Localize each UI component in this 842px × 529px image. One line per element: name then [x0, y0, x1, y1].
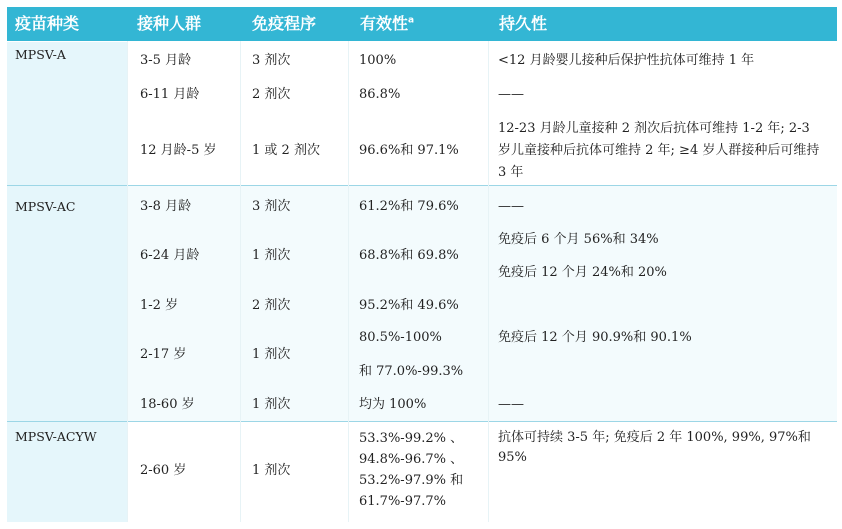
schedule-cell: 3 剂次	[252, 199, 291, 214]
schedule-cell: 3 剂次	[252, 53, 291, 68]
duration-cell: ——	[498, 199, 524, 214]
efficacy-cell: 96.6%和 97.1%	[359, 143, 459, 158]
duration-cell: ——	[498, 87, 524, 102]
population-cell: 2-60 岁	[140, 463, 187, 478]
efficacy-cell: 61.2%和 79.6%	[359, 199, 459, 214]
group-mpsv-a	[7, 42, 837, 186]
population-cell: 6-24 月龄	[140, 248, 200, 263]
group-mpsv-acyw	[7, 422, 837, 522]
efficacy-cell-line: 80.5%-100%	[359, 330, 442, 345]
population-cell: 18-60 岁	[140, 397, 195, 412]
duration-cell: 免疫后 12 个月 24%和 20%	[498, 265, 667, 280]
schedule-cell: 1 剂次	[252, 397, 291, 412]
header-schedule: 免疫程序	[252, 14, 317, 33]
header-efficacy	[360, 7, 414, 41]
population-cell: 3-8 月龄	[140, 199, 192, 214]
duration-cell: <12 月龄婴儿接种后保护性抗体可维持 1 年	[498, 53, 755, 68]
vaccine-name: MPSV-ACYW	[15, 429, 97, 444]
column-divider	[348, 41, 349, 522]
header-duration: 持久性	[499, 14, 548, 33]
duration-cell: 12-23 月龄儿童接种 2 剂次后抗体可维持 1-2 年; 2-3 岁儿童接种后抗体可维持 2 年; ≥4 岁人群接种后可维持 3 年	[498, 121, 820, 180]
population-cell: 3-5 月龄	[140, 53, 192, 68]
schedule-cell: 1 剂次	[252, 248, 291, 263]
column-divider	[240, 41, 241, 522]
efficacy-cell: 95.2%和 49.6%	[359, 298, 459, 313]
header-efficacy-footnote-mark: a	[408, 15, 415, 26]
header-vaccine-type: 疫苗种类	[15, 14, 80, 33]
column-divider	[488, 41, 489, 522]
schedule-cell: 1 剂次	[252, 463, 291, 478]
schedule-cell: 1 或 2 剂次	[252, 143, 320, 158]
population-cell: 1-2 岁	[140, 298, 179, 313]
efficacy-cell-line: 61.7%-97.7%	[359, 494, 446, 509]
group-mpsv-ac	[7, 186, 837, 422]
header-population: 接种人群	[137, 14, 202, 33]
duration-cell: 免疫后 12 个月 90.9%和 90.1%	[498, 330, 692, 345]
schedule-cell: 1 剂次	[252, 347, 291, 362]
efficacy-cell-line: 和 77.0%-99.3%	[359, 364, 464, 379]
population-cell: 12 月龄-5 岁	[140, 143, 217, 158]
efficacy-cell: 100%	[359, 53, 397, 68]
table-header	[7, 7, 837, 41]
efficacy-cell-line: 94.8%-96.7% 、	[359, 452, 464, 467]
column-divider	[127, 41, 128, 522]
duration-cell: ——	[498, 397, 524, 412]
efficacy-cell-line: 53.3%-99.2% 、	[359, 431, 464, 446]
efficacy-cell: 68.8%和 69.8%	[359, 248, 459, 263]
schedule-cell: 2 剂次	[252, 87, 291, 102]
header-efficacy-label: 有效性	[360, 14, 409, 33]
vaccine-name: MPSV-AC	[15, 199, 76, 214]
efficacy-cell: 均为 100%	[359, 397, 427, 412]
efficacy-cell: 86.8%	[359, 87, 401, 102]
vaccine-name: MPSV-A	[15, 47, 66, 62]
vaccine-table	[7, 7, 837, 522]
duration-cell: 免疫后 6 个月 56%和 34%	[498, 232, 659, 247]
group-name-cell	[7, 186, 127, 422]
population-cell: 2-17 岁	[140, 347, 187, 362]
population-cell: 6-11 月龄	[140, 87, 200, 102]
duration-cell: 抗体可持续 3-5 年; 免疫后 2 年 100%, 99%, 97%和 95%	[498, 430, 811, 465]
efficacy-cell-line: 53.2%-97.9% 和	[359, 473, 464, 488]
schedule-cell: 2 剂次	[252, 298, 291, 313]
group-body-cell	[128, 186, 837, 422]
